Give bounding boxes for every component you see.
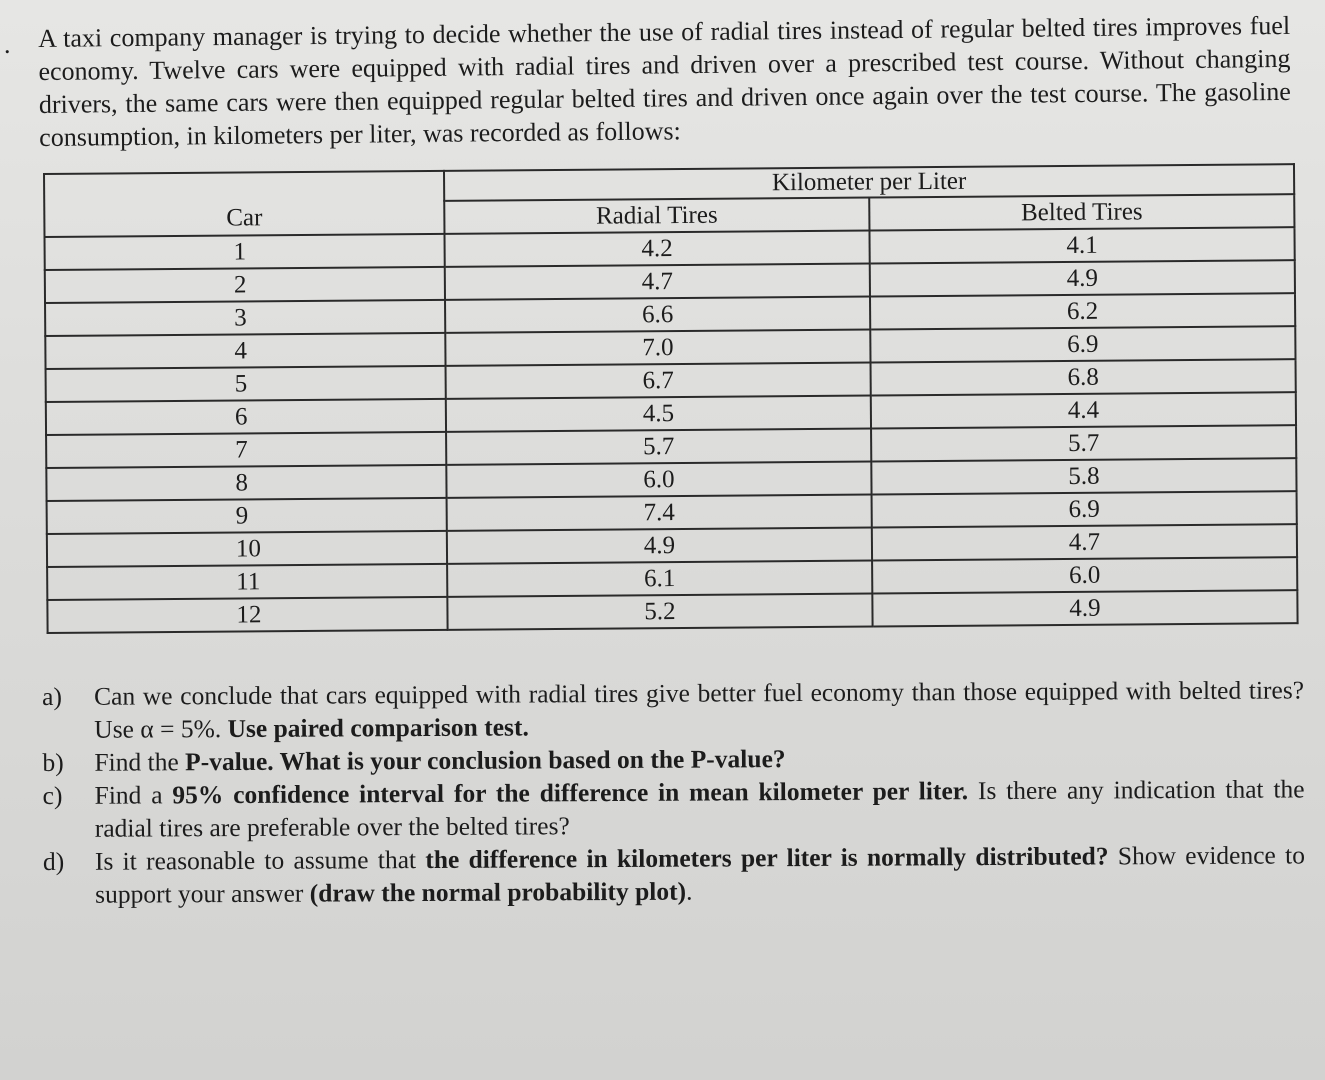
question-a-bold: Use paired comparison test. xyxy=(227,712,529,744)
car-number: 6 xyxy=(46,399,446,435)
radial-value: 4.7 xyxy=(445,264,870,300)
car-number: 4 xyxy=(45,333,445,369)
question-d-text xyxy=(95,838,1305,910)
radial-tires-header: Radial Tires xyxy=(444,198,869,234)
question-d-mid: Show evidence to support your answer xyxy=(95,840,1306,909)
radial-value: 4.5 xyxy=(446,396,871,432)
belted-value: 6.9 xyxy=(870,326,1295,362)
question-b-letter: b) xyxy=(42,747,64,777)
car-number: 8 xyxy=(46,465,446,501)
question-c-pre: Find a xyxy=(94,780,173,810)
question-a xyxy=(42,673,1304,746)
radial-value: 4.2 xyxy=(444,231,869,267)
radial-value: 6.6 xyxy=(445,297,870,333)
question-d-letter: d) xyxy=(42,846,65,876)
question-d-bold-1: the difference in kilometers per liter is normally distributed? xyxy=(425,841,1109,874)
radial-value: 6.0 xyxy=(446,462,871,498)
problem-bullet: . xyxy=(4,30,11,59)
car-number: 2 xyxy=(45,267,445,303)
question-c-bold: 95% confidence interval for the difference in mean kilometer per liter. xyxy=(172,776,969,810)
question-a-text xyxy=(94,673,1304,745)
question-b-plain: Find the xyxy=(94,747,186,777)
radial-value: 4.9 xyxy=(447,528,872,564)
problem-intro: A taxi company manager is trying to decide whether the use of radial tires instead of regular belted tires improves fuel economy. Twelve cars were equipped with radial tires and driven over a prescribed test course. Without changing drivers, the same cars were then equipped regular belted tires and driven once again over the test course. The gasoline consumption, in kilometers per liter, was recorded as follows: xyxy=(38,10,1291,152)
belted-value: 4.9 xyxy=(870,260,1295,296)
question-c-text xyxy=(95,772,1305,844)
question-c-post: Is there any indication that the radial tires are preferable over the belted tires? xyxy=(94,774,1305,843)
belted-value: 4.7 xyxy=(872,524,1297,560)
car-number: 11 xyxy=(47,564,447,600)
car-number: 1 xyxy=(45,234,445,270)
radial-value: 6.7 xyxy=(446,363,871,399)
belted-value: 5.7 xyxy=(871,425,1296,461)
question-b-bold: P-value. What is your conclusion based on the P-value? xyxy=(185,744,786,777)
radial-value: 7.4 xyxy=(447,495,872,531)
car-number: 5 xyxy=(46,366,446,402)
radial-value: 7.0 xyxy=(445,330,870,366)
radial-value: 5.2 xyxy=(447,593,872,629)
question-d-pre: Is it reasonable to assume that xyxy=(94,844,426,876)
question-a-plain: Can we conclude that cars equipped with radial tires give better fuel economy than those equipped with belted tires? Use α = 5%. xyxy=(94,675,1305,744)
belted-value: 4.4 xyxy=(871,392,1296,428)
belted-value: 6.8 xyxy=(871,359,1296,395)
car-number: 7 xyxy=(46,432,446,468)
question-d xyxy=(43,838,1305,911)
car-number: 3 xyxy=(45,300,445,336)
belted-value: 6.2 xyxy=(870,293,1295,329)
question-d-bold-2: (draw the normal probability plot) xyxy=(309,876,687,908)
car-header: Car xyxy=(44,171,444,237)
radial-value: 6.1 xyxy=(447,561,872,597)
question-c xyxy=(43,772,1305,845)
question-list xyxy=(42,673,1305,911)
belted-value: 6.9 xyxy=(872,491,1297,527)
fuel-economy-table xyxy=(43,163,1299,634)
radial-value: 5.7 xyxy=(446,429,871,465)
question-d-post: . xyxy=(686,876,693,906)
belted-value: 6.0 xyxy=(872,557,1297,593)
car-number: 12 xyxy=(47,597,447,633)
question-c-letter: c) xyxy=(42,780,63,810)
car-number: 10 xyxy=(47,531,447,567)
belted-value: 4.9 xyxy=(872,590,1297,626)
car-number: 9 xyxy=(47,498,447,534)
question-a-letter: a) xyxy=(42,681,62,711)
belted-tires-header: Belted Tires xyxy=(869,194,1294,230)
kilometer-per-liter-header: Kilometer per Liter xyxy=(444,164,1294,201)
belted-value: 4.1 xyxy=(869,227,1294,263)
belted-value: 5.8 xyxy=(871,458,1296,494)
